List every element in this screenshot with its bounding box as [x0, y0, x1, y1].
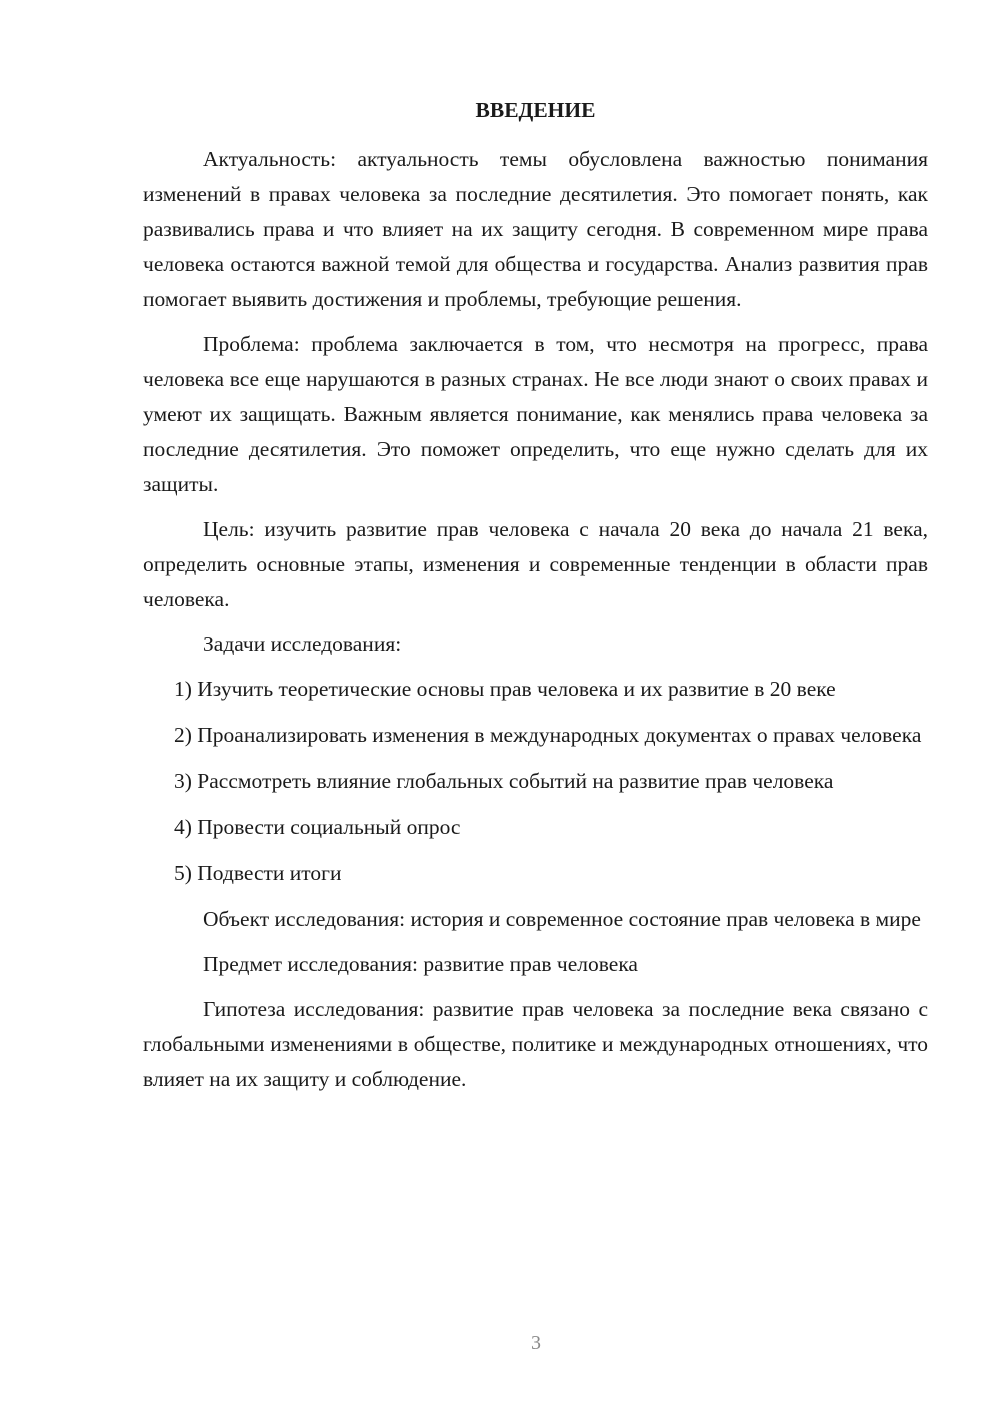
- page-number: 3: [531, 1332, 541, 1354]
- page-content: [143, 94, 928, 1107]
- page-title: ВВЕДЕНИЕ: [475, 98, 596, 122]
- task-item-4: 4) Провести социальный опрос: [174, 815, 461, 839]
- tasks-heading: Задачи исследования:: [203, 632, 402, 656]
- task-item-3: 3) Рассмотреть влияние глобальных событий на развитие прав человека: [174, 769, 834, 793]
- task-item-5: 5) Подвести итоги: [174, 861, 342, 885]
- paragraph-relevance: Актуальность: актуальность темы обусловлена важностью понимания изменений в правах человека за последние десятилетия. Это помогает понять, как развивались права и что влияет на их защиту сегодня. В современном мире права человека остаются важной темой для общества и государства. Анализ развития прав помогает выявить достижения и проблемы, требующие решения.: [143, 147, 928, 311]
- paragraph-problem: Проблема: проблема заключается в том, что несмотря на прогресс, права человека все еще нарушаются в разных странах. Не все люди знают о своих правах и умеют их защищать. Важным является понимание, как менялись права человека за последние десятилетия. Это поможет определить, что еще нужно сделать для их защиты.: [143, 332, 928, 496]
- paragraph-hypothesis: Гипотеза исследования: развитие прав человека за последние века связано с глобальными изменениями в обществе, политике и международных отношениях, что влияет на их защиту и соблюдение.: [143, 997, 928, 1091]
- task-item-2: 2) Проанализировать изменения в международных документах о правах человека: [174, 723, 922, 747]
- task-item-1: 1) Изучить теоретические основы прав человека и их развитие в 20 веке: [174, 677, 836, 701]
- paragraph-goal: Цель: изучить развитие прав человека с начала 20 века до начала 21 века, определить основные этапы, изменения и современные тенденции в области прав человека.: [143, 517, 928, 611]
- paragraph-subject: Предмет исследования: развитие прав человека: [203, 952, 638, 976]
- paragraph-object: Объект исследования: история и современное состояние прав человека в мире: [203, 907, 921, 931]
